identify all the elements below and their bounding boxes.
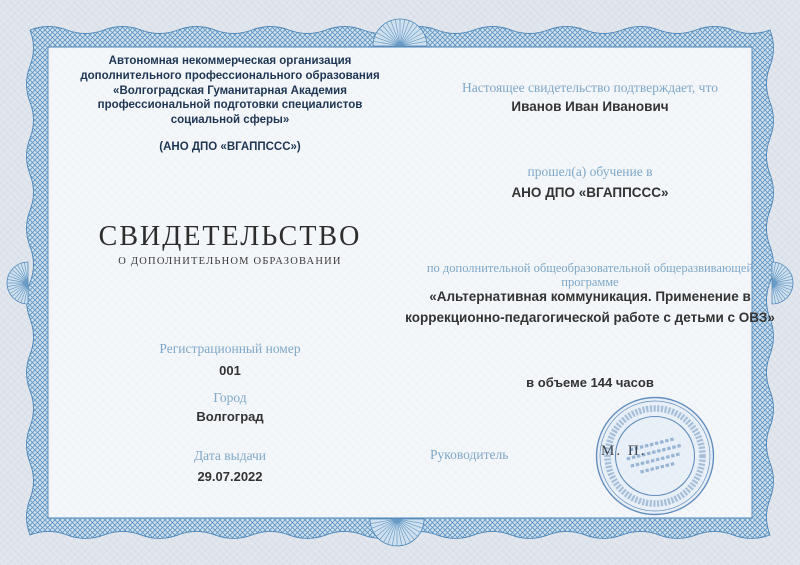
org-name-line: социальной сферы» (170, 114, 290, 127)
issue-date-label: Дата выдачи (193, 448, 267, 463)
training-label: прошел(а) обучение в (527, 164, 653, 179)
certificate-title: СВИДЕТЕЛЬСТВО (98, 221, 362, 252)
registration-number-value: 001 (219, 363, 241, 378)
program-type-label: по дополнительной общеобразовательной общеразвивающей программе (426, 261, 754, 289)
org-name-line: Автономная некоммерческая организация (108, 55, 352, 67)
registration-number-label: Регистрационный номер (159, 341, 301, 356)
program-name-line2: коррекционно-педагогической работе с детьми с ОВЗ» (405, 310, 775, 325)
certificate-subtitle: О ДОПОЛНИТЕЛЬНОМ ОБРАЗОВАНИИ (118, 256, 342, 267)
issue-date-value: 29.07.2022 (197, 469, 263, 484)
city-value: Волгоград (196, 409, 264, 424)
head-signature-label: Руководитель (430, 447, 509, 462)
program-volume: в объеме 144 часов (526, 375, 654, 390)
training-organization: АНО ДПО «ВГАППССС» (511, 185, 669, 200)
org-name-line: профессиональной подготовки специалистов (97, 99, 363, 112)
organization-short-name: (АНО ДПО «ВГАППССС») (159, 140, 301, 153)
program-name-line1: «Альтернативная коммуникация. Применение в (429, 289, 751, 304)
org-name-line: дополнительного профессионального образования (80, 69, 380, 82)
city-label: Город (213, 390, 247, 405)
org-name-line: «Волгоградская Гуманитарная Академия (113, 84, 347, 97)
recipient-name: Иванов Иван Иванович (511, 99, 669, 114)
confirmation-label: Настоящее свидетельство подтверждает, что (462, 80, 718, 95)
organization-name (52, 54, 408, 155)
stamp-place-mark: М. П. (601, 443, 647, 459)
